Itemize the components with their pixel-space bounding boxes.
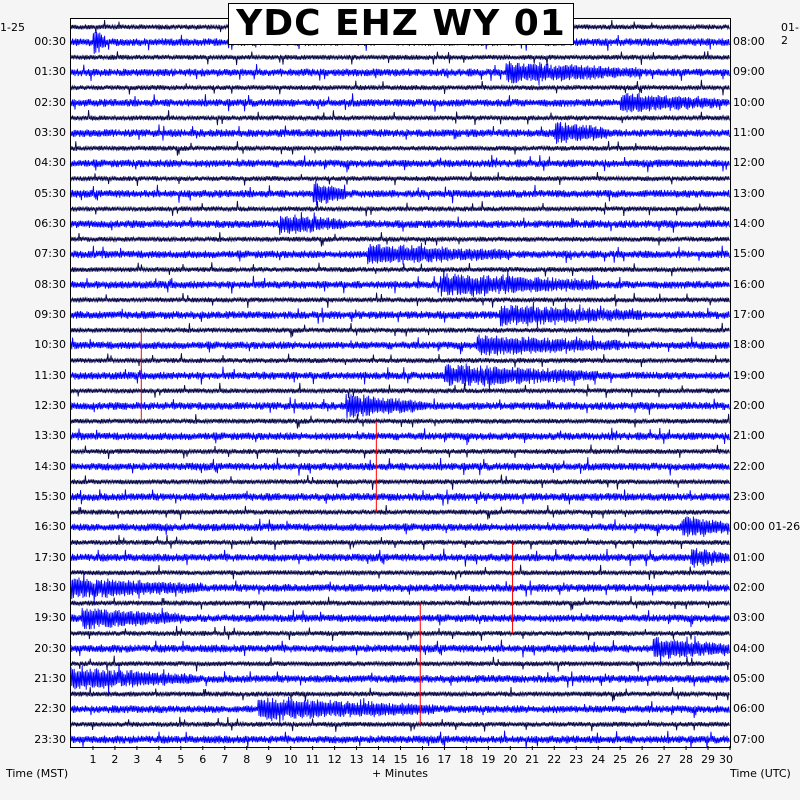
- left-time-label: 22:30: [34, 702, 66, 716]
- left-time-label: 09:30: [34, 308, 66, 322]
- x-tick-label: 24: [591, 753, 606, 766]
- trace-row-33: [71, 516, 729, 536]
- trace-row-18: [71, 293, 729, 308]
- right-time-label: 14:00: [733, 217, 765, 231]
- right-axis-label: Time (UTC): [730, 767, 791, 780]
- left-time-label: 19:30: [34, 611, 66, 625]
- left-time-label: 13:30: [34, 429, 66, 443]
- x-tick-label: 12: [327, 753, 342, 766]
- trace-row-30: [71, 475, 729, 490]
- trace-row-21: [71, 335, 729, 356]
- title-box: [228, 3, 574, 45]
- right-time-label: 08:00: [733, 35, 765, 49]
- trace-row-20: [71, 323, 729, 338]
- trace-row-34: [71, 535, 729, 550]
- x-tick-label: 7: [221, 753, 229, 766]
- trace-row-25: [71, 394, 729, 418]
- left-time-label: 23:30: [34, 732, 66, 746]
- trace-row-41: [71, 636, 729, 663]
- x-tick-label: 8: [243, 753, 251, 766]
- trace-row-12: [71, 201, 729, 216]
- left-time-label: 01:30: [34, 65, 66, 79]
- trace-row-7: [71, 122, 729, 144]
- trace-row-26: [71, 414, 729, 429]
- trace-row-14: [71, 232, 729, 246]
- right-time-label: 18:00: [733, 338, 765, 352]
- right-time-label: 13:00: [733, 186, 765, 200]
- x-tick-label: 3: [133, 753, 141, 766]
- trace-row-32: [71, 505, 729, 520]
- right-time-label: 07:00: [733, 732, 765, 746]
- x-tick-label: 15: [393, 753, 408, 766]
- utc-date-label: 01-2: [781, 21, 799, 47]
- right-time-label: 02:00: [733, 580, 765, 594]
- trace-row-4: [71, 80, 729, 96]
- trace-row-40: [71, 626, 729, 641]
- left-axis-label: Time (MST): [6, 767, 69, 780]
- x-axis-label: + Minutes: [372, 767, 429, 780]
- trace-row-43: [71, 665, 729, 695]
- trace-row-5: [71, 93, 729, 113]
- right-time-label: 20:00: [733, 399, 765, 412]
- x-tick-label: 20: [503, 753, 518, 766]
- right-time-label: 10:00: [733, 95, 765, 109]
- x-tick-label: 13: [349, 753, 364, 766]
- x-tick-label: 19: [481, 753, 496, 766]
- left-time-label: 12:30: [34, 399, 66, 412]
- x-tick-label: 14: [371, 753, 386, 766]
- x-tick-label: 26: [635, 753, 650, 766]
- x-tick-label: 28: [679, 753, 694, 766]
- x-tick-label: 22: [547, 753, 562, 766]
- right-time-label: 21:00: [733, 429, 765, 443]
- trace-row-38: [71, 596, 729, 611]
- right-time-label: 06:00: [733, 702, 765, 716]
- left-time-label: 17:30: [34, 550, 66, 564]
- right-time-label: 12:00: [733, 156, 765, 170]
- trace-row-42: [71, 656, 729, 672]
- trace-row-9: [71, 155, 729, 172]
- trace-row-35: [71, 548, 729, 568]
- left-time-label: 03:30: [34, 126, 66, 140]
- trace-row-29: [71, 457, 729, 475]
- left-time-label: 04:30: [34, 156, 66, 170]
- trace-row-28: [71, 445, 729, 459]
- x-tick-label: 17: [437, 753, 452, 766]
- right-time-label: 05:00: [733, 671, 765, 685]
- x-tick-label: 2: [111, 753, 119, 766]
- trace-row-45: [71, 697, 729, 724]
- left-time-label: 15:30: [34, 489, 66, 503]
- x-tick-label: 16: [415, 753, 430, 766]
- trace-row-3: [71, 61, 729, 85]
- left-time-label: 05:30: [34, 186, 66, 200]
- trace-row-8: [71, 141, 729, 156]
- trace-row-23: [71, 364, 729, 391]
- left-time-label: 06:30: [34, 217, 66, 231]
- left-time-label: 02:30: [34, 95, 66, 109]
- left-time-label: 08:30: [34, 277, 66, 291]
- right-time-label: 04:00: [733, 641, 765, 655]
- x-tick-label: 9: [265, 753, 273, 766]
- right-time-label: 00:00 01-26: [733, 520, 800, 534]
- left-time-label: 00:30: [34, 35, 66, 49]
- trace-row-46: [71, 717, 729, 732]
- right-time-label: 22:00: [733, 459, 765, 473]
- x-tick-label: 18: [459, 753, 474, 766]
- trace-row-39: [71, 608, 729, 630]
- x-tick-label: 27: [657, 753, 672, 766]
- left-time-label: 16:30: [34, 520, 66, 534]
- left-time-label: 07:30: [34, 247, 66, 261]
- chart-title: YDC EHZ WY 01: [236, 3, 566, 44]
- x-tick-label: 1: [89, 753, 97, 766]
- trace-row-31: [71, 489, 729, 505]
- x-tick-label: 5: [177, 753, 185, 766]
- left-time-label: 10:30: [34, 338, 66, 352]
- trace-row-24: [71, 383, 729, 398]
- trace-row-15: [71, 243, 729, 265]
- right-time-label: 01:00: [733, 550, 765, 564]
- x-tick-label: 21: [525, 753, 540, 766]
- right-time-label: 17:00: [733, 308, 765, 322]
- trace-row-27: [71, 428, 729, 445]
- right-time-label: 09:00: [733, 65, 765, 79]
- left-time-label: 20:30: [34, 641, 66, 655]
- trace-row-2: [71, 51, 729, 65]
- x-tick-label: 29: [701, 753, 716, 766]
- right-time-label: 19:00: [733, 368, 765, 382]
- left-time-label: 14:30: [34, 459, 66, 473]
- start-date-label: 1-25: [0, 21, 25, 34]
- right-time-label: 11:00: [733, 126, 765, 140]
- trace-row-36: [71, 565, 729, 580]
- right-time-label: 23:00: [733, 489, 765, 503]
- trace-row-44: [71, 687, 729, 702]
- left-time-label: 21:30: [34, 671, 66, 685]
- right-time-label: 03:00: [733, 611, 765, 625]
- trace-row-22: [71, 353, 729, 367]
- trace-row-10: [71, 172, 729, 186]
- x-tick-label: 6: [199, 753, 207, 766]
- trace-row-47: [71, 731, 729, 749]
- right-time-label: 15:00: [733, 247, 765, 261]
- x-tick-label: 30: [719, 753, 733, 766]
- x-tick-label: 11: [305, 753, 320, 766]
- right-time-label: 16:00: [733, 277, 765, 291]
- trace-row-19: [71, 302, 729, 328]
- trace-row-16: [71, 262, 729, 276]
- trace-row-13: [71, 212, 729, 235]
- left-time-label: 11:30: [34, 368, 66, 382]
- x-tick-label: 25: [613, 753, 628, 766]
- x-tick-label: 4: [155, 753, 163, 766]
- trace-row-6: [71, 110, 729, 125]
- left-time-label: 18:30: [34, 580, 66, 594]
- x-tick-label: 10: [283, 753, 298, 766]
- x-tick-label: 23: [569, 753, 584, 766]
- trace-row-11: [71, 180, 729, 205]
